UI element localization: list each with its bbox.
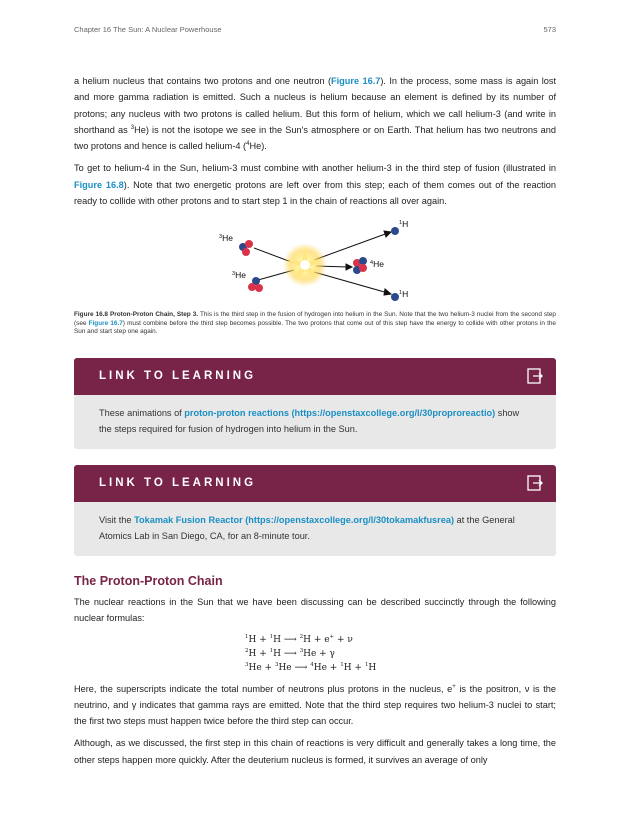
proton-out-bottom <box>391 293 399 301</box>
link-to-learning-box-1 <box>74 358 556 449</box>
energy-flash <box>283 243 327 287</box>
label-h-top: $^1$H <box>399 219 409 230</box>
paragraph-deuterium: Although, as we discussed, the first step in this chain of reactions is very difficult and generally takes a long time, the other steps happen more quickly. After the deuterium nucleus is formed, it survives an average of only <box>74 738 556 765</box>
text: is the positron, ν is the neutrino, and γ indicates that gamma rays are emitted. Note that the third step requires two helium-3 nuclei to start; the first two steps must happen twice before the third step can occur. <box>74 683 556 727</box>
text: Visit the <box>99 514 135 525</box>
figure-16-8 <box>74 215 556 308</box>
nuclear-equations <box>245 633 556 675</box>
equation-3: $^3$He + $^3$He ⟶ $^4$He + $^1$H + $^1$H <box>245 661 377 673</box>
text: Here, the superscripts indicate the total number of neutrons plus protons in the nucleus, e <box>74 683 453 694</box>
link-box-header <box>74 358 556 395</box>
figure-caption <box>74 311 556 336</box>
tokamak-link[interactable]: Tokamak Fusion Reactor (https://openstaxcollege.org/l/30tokamakfusrea) <box>134 514 455 525</box>
chapter-title: Chapter 16 The Sun: A Nuclear Powerhouse <box>74 25 222 34</box>
text: This is the third step in the fusion of hydrogen into helium in the Sun. Note that the two helium-3 nuclei from the second step (see <box>74 311 556 327</box>
caption-figure-ref[interactable]: Figure 16.7 <box>88 319 123 327</box>
page-number: 573 <box>543 25 556 34</box>
figure-ref-16-8[interactable]: Figure 16.8 <box>74 179 124 190</box>
label-he4: $^4$He <box>370 259 384 270</box>
link-to-learning-box-2 <box>74 465 556 556</box>
arrow-head-he4 <box>346 264 352 270</box>
external-link-icon <box>527 475 543 491</box>
text: at the General Atomics Lab in San Diego, CA, for an 8-minute tour. <box>99 514 515 541</box>
fusion-diagram <box>212 215 422 308</box>
link-box-body <box>74 502 556 556</box>
link-box-header <box>74 465 556 502</box>
paragraph-helium3 <box>74 73 556 154</box>
label-he3-top: $^3$He <box>219 233 233 244</box>
superscript: + <box>452 683 456 690</box>
link-box-title: LINK TO LEARNING <box>99 477 257 490</box>
text: show the steps required for fusion of hydrogen into helium in the Sun. <box>99 407 520 434</box>
running-head <box>74 25 556 34</box>
caption-label: Figure 16.8 Proton-Proton Chain, Step 3. <box>74 311 199 319</box>
helium4-nucleus <box>353 257 367 274</box>
label-he3-bottom: $^3$He <box>232 270 246 281</box>
text: a helium nucleus that contains two protons and one neutron ( <box>74 76 332 86</box>
figure-ref-16-7[interactable]: Figure 16.7 <box>331 76 381 86</box>
arrow-head-h-top <box>384 231 391 237</box>
paragraph-superscripts <box>74 681 556 730</box>
text: These animations of <box>99 407 185 418</box>
text: He). <box>249 141 267 152</box>
superscript: 4 <box>246 141 250 148</box>
arrow-head-h-bottom <box>384 289 391 295</box>
link-box-title: LINK TO LEARNING <box>99 370 257 383</box>
text: ). Note that two energetic protons are left over from this step; each of them comes out of the reaction ready to collide with other protons and to start step 1 in the chain of reactions all over again. <box>74 179 556 207</box>
proton-out-top <box>391 227 399 235</box>
text: To get to helium-4 in the Sun, helium-3 must combine with another helium-3 in the third step of fusion (illustrated in <box>74 163 556 174</box>
proton-proton-link[interactable]: proton-proton reactions (https://openstaxcollege.org/l/30proproreactio) <box>184 407 496 418</box>
paragraph-formulas-intro: The nuclear reactions in the Sun that we have been discussing can be described succinctly through the following nuclear formulas: <box>74 596 556 624</box>
page-content <box>74 73 556 774</box>
section-heading: The Proton-Proton Chain <box>74 573 223 588</box>
label-h-bottom: $^1$H <box>399 289 409 300</box>
link-box-body <box>74 395 556 449</box>
helium3-nucleus-top <box>239 240 253 256</box>
equation-1: $^1$H + $^1$H ⟶ $^2$H + e+ + ν <box>245 633 353 645</box>
text: ) must combine before the third step becomes possible. The two protons that come out of this step have the energy to collide with other protons in the Sun and start step one again. <box>74 319 556 335</box>
text: ). In the process, some mass is again lost and more gamma radiation is emitted. Such a nucleus is helium because an element is defined by its number of protons; any nucleus with two protons is called helium. But this form of helium, which we call helium-3 (and write in shorthand as <box>74 76 556 135</box>
superscript: 3 <box>130 124 135 131</box>
text: He) is not the isotope we see in the Sun’s atmosphere or on Earth. That helium has two neutrons and two protons and hence is called helium-4 ( <box>74 124 556 152</box>
equation-2: $^2$H + $^1$H ⟶ $^3$He + γ <box>245 647 335 659</box>
paragraph-helium4 <box>74 160 556 209</box>
external-link-icon <box>527 368 543 384</box>
